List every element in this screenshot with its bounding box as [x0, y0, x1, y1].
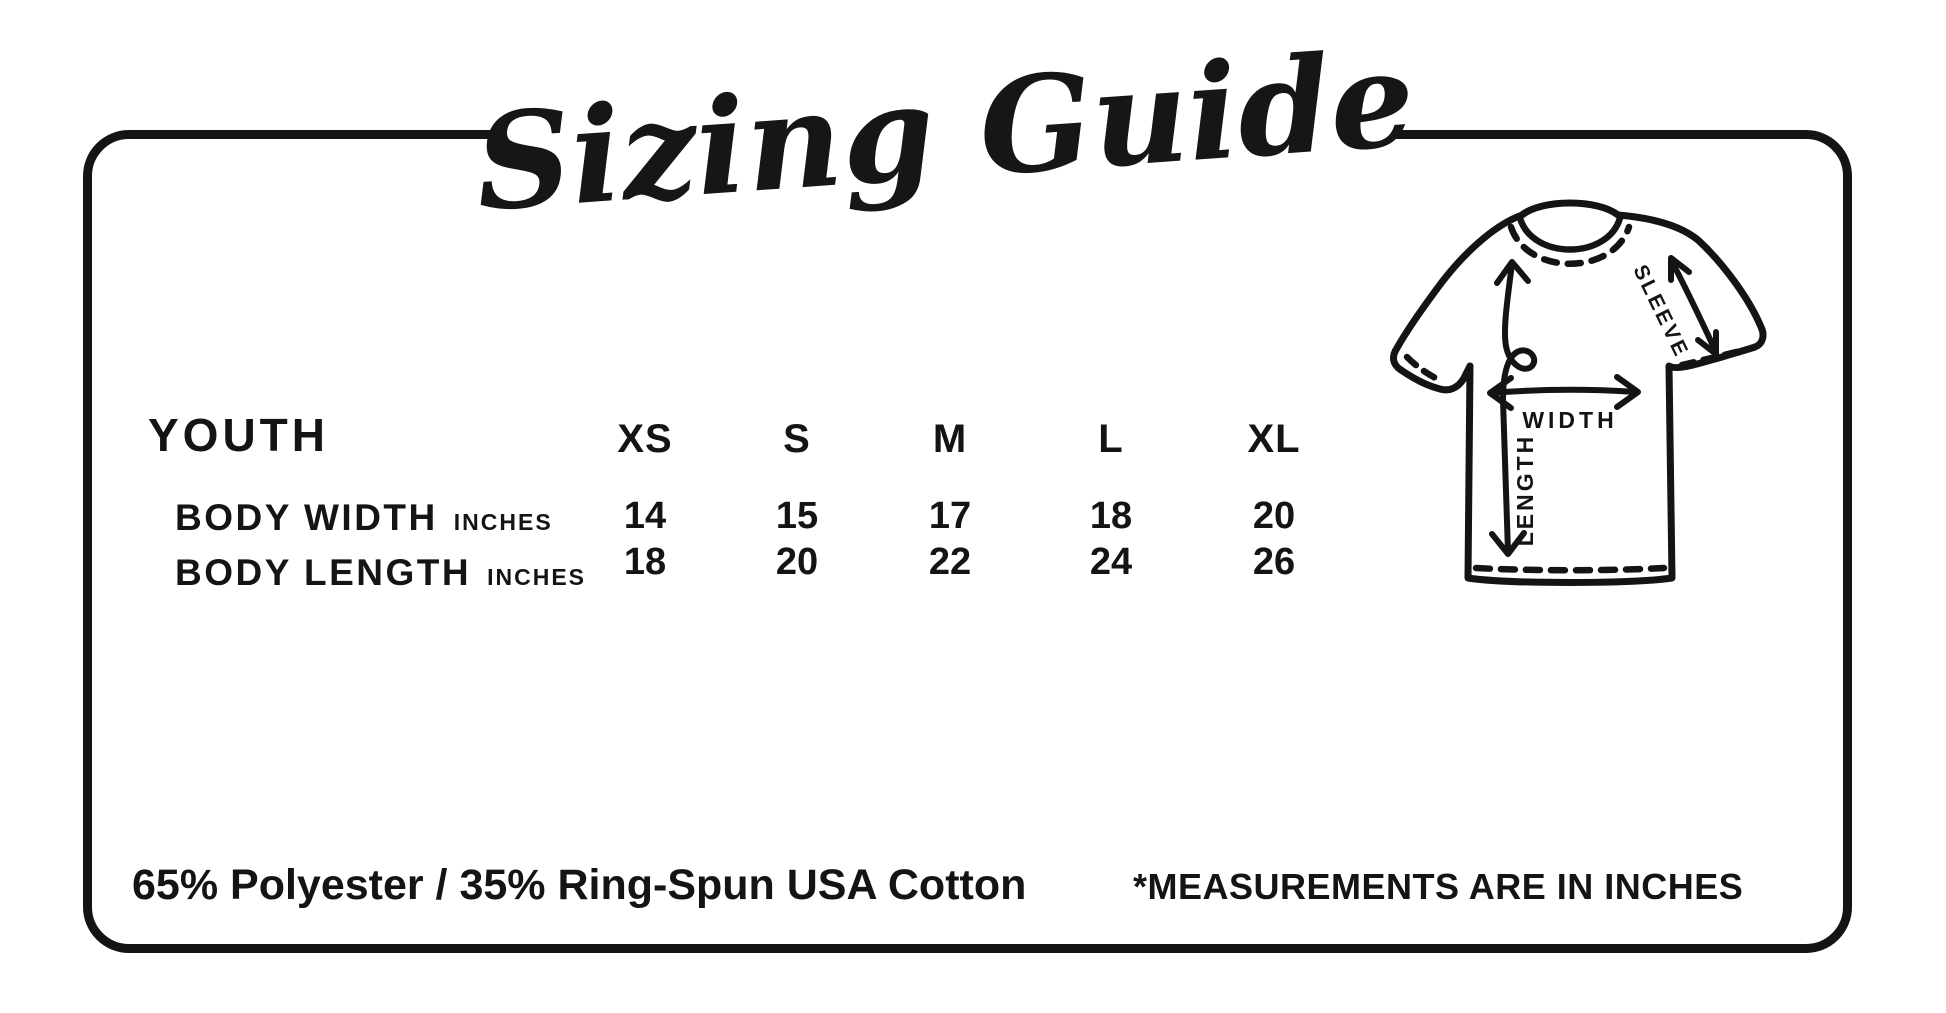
body-length-xl: 26: [1252, 541, 1296, 583]
body-width-m: 17: [928, 495, 972, 537]
body-length-l: 24: [1089, 541, 1133, 583]
body-width-s: 15: [775, 495, 819, 537]
row-label-body-width: [175, 499, 553, 536]
body-length-label: BODY LENGTH: [175, 552, 472, 593]
body-length-xs: 18: [623, 541, 667, 583]
body-width-xl: 20: [1252, 495, 1296, 537]
size-header-xl: XL: [1247, 417, 1301, 461]
size-group-label: YOUTH: [148, 409, 329, 461]
length-label: LENGTH: [1512, 433, 1539, 547]
body-length-unit: INCHES: [487, 564, 587, 590]
width-label: WIDTH: [1522, 407, 1618, 433]
row-label-body-length: [175, 554, 586, 591]
size-header-m: M: [932, 417, 968, 461]
body-length-m: 22: [928, 541, 972, 583]
body-width-l: 18: [1089, 495, 1133, 537]
size-header-l: L: [1098, 417, 1124, 461]
page-title: Sizing Guide: [470, 21, 1420, 242]
body-length-s: 20: [775, 541, 819, 583]
measurement-note: *MEASUREMENTS ARE IN INCHES: [1133, 866, 1744, 907]
tshirt-diagram: [1370, 190, 1770, 590]
width-arrow: [1492, 390, 1636, 393]
title-block: [470, 12, 1420, 252]
size-header-s: S: [783, 417, 811, 461]
body-width-xs: 14: [623, 495, 667, 537]
body-width-label: BODY WIDTH: [175, 497, 438, 538]
material-text: 65% Polyester / 35% Ring-Spun USA Cotton: [132, 861, 1027, 909]
sleeve-label: SLEEVE: [1628, 261, 1694, 362]
size-header-xs: XS: [617, 417, 673, 461]
body-width-unit: INCHES: [453, 509, 553, 535]
